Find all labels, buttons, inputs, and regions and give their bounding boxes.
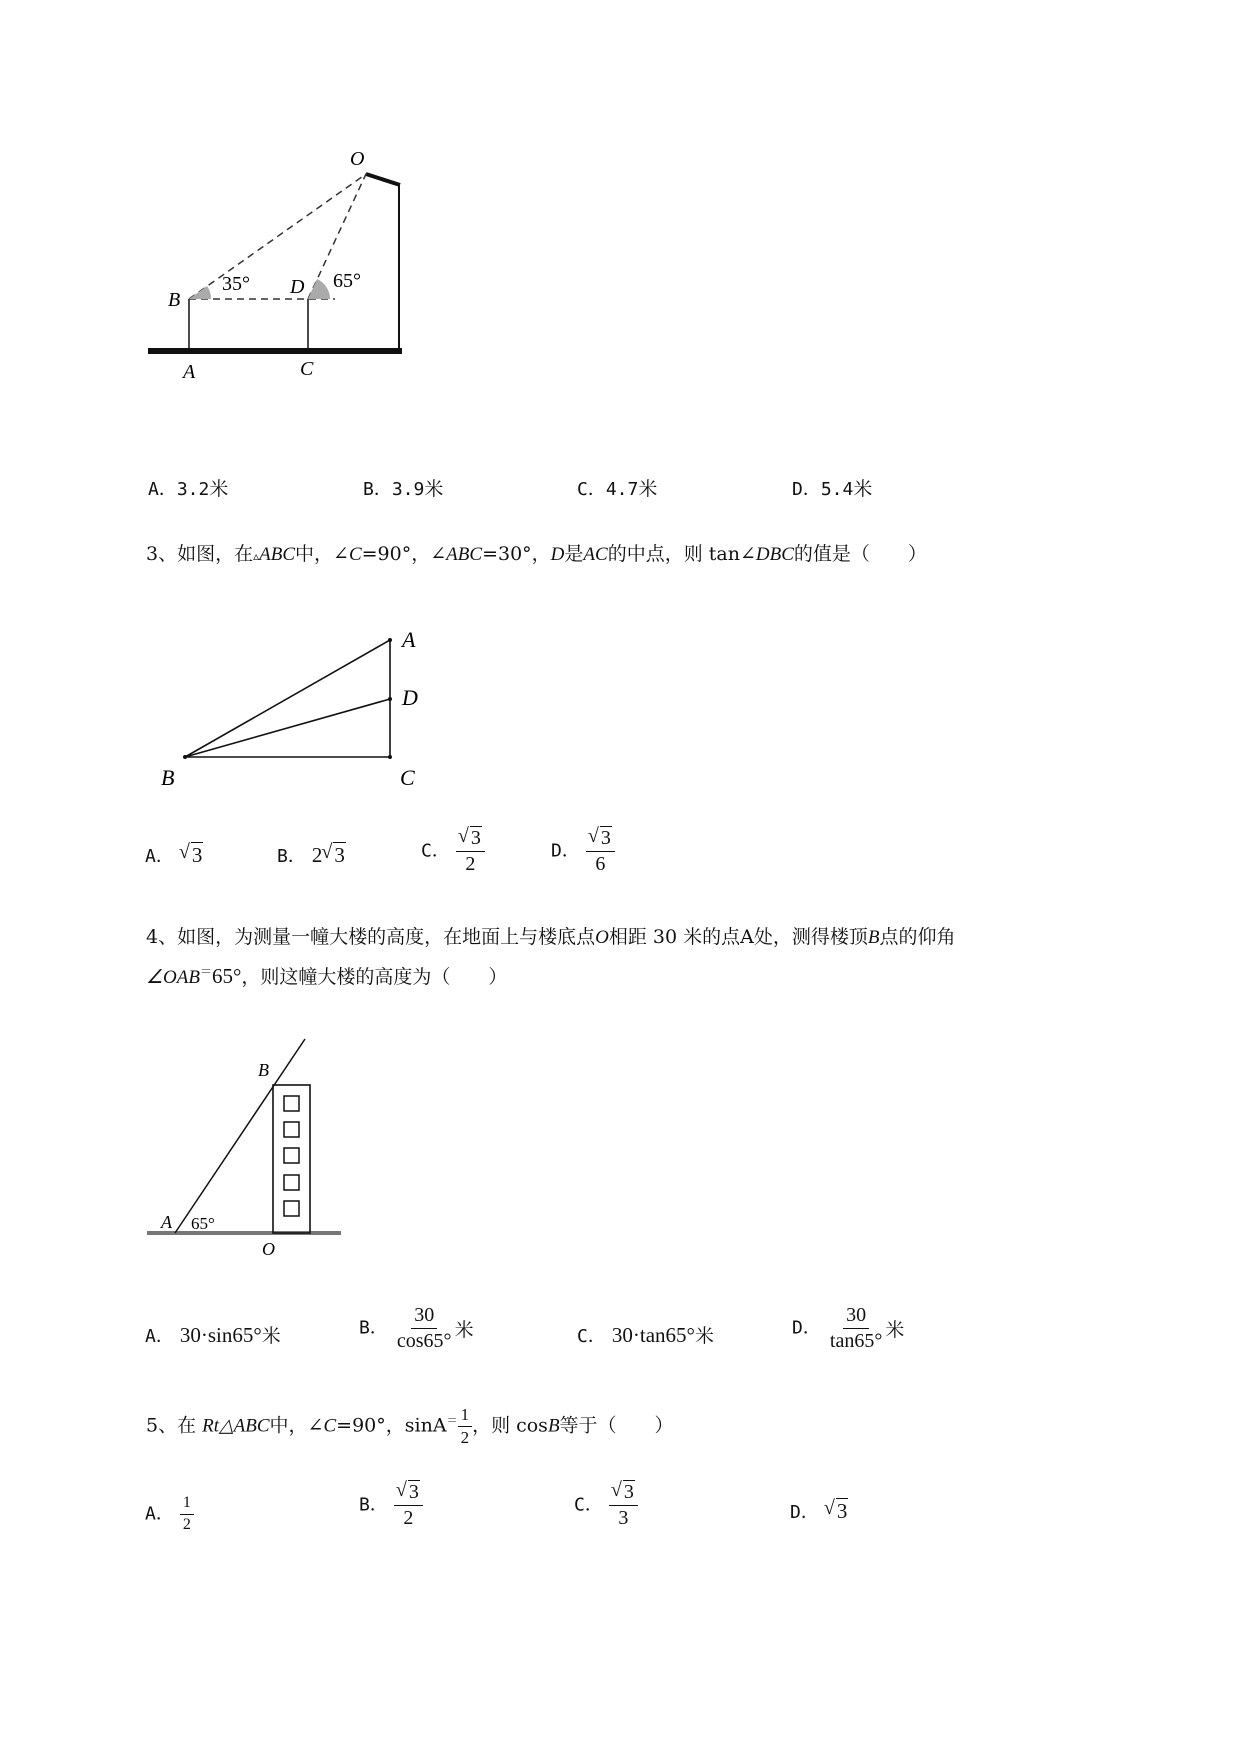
q4-option-c[interactable]: C． 30·tan65°米 bbox=[577, 1323, 714, 1347]
label-o: O bbox=[262, 1239, 275, 1259]
label-o: O bbox=[350, 150, 365, 170]
q2-option-a[interactable]: A．3.2米 bbox=[148, 478, 229, 500]
q4-stem-line1: 4、如图，为测量一幢大楼的高度，在地面上与楼底点O相距 30 米的点A处，测得楼顶B点的仰角 bbox=[146, 926, 956, 948]
q5-option-a[interactable]: A． $\frac{1}{2}$ bbox=[145, 1495, 194, 1534]
q3-stem: 3、如图，在▵ABC中，∠C=90°，∠ABC=30°，D是AC的中点，则 tan∠DBC的值是（ ） bbox=[146, 543, 927, 565]
angle-65-label: 65° bbox=[333, 270, 361, 292]
label-d: D bbox=[290, 276, 305, 298]
label-d: D bbox=[402, 685, 418, 710]
q5-option-b[interactable]: B． √ $\frac{3}{2}$ bbox=[359, 1482, 423, 1529]
label-a: A bbox=[183, 361, 196, 383]
label-c: C bbox=[300, 358, 314, 380]
q5-stem: 5、在 Rt△ABC中，∠C=90°，sinA＝ $\frac{1}{2}$ ，则 cosB等于（ ） bbox=[146, 1405, 674, 1447]
label-a: A bbox=[402, 627, 416, 652]
q4-option-d[interactable]: D． $\frac{30}{\tan 65^\circ}$ 米 bbox=[792, 1304, 905, 1352]
q2-option-b[interactable]: B．3.9米 bbox=[363, 478, 444, 500]
q5-option-d[interactable]: D． √ 3 bbox=[790, 1498, 848, 1524]
q3-option-a[interactable]: A． √ 3 bbox=[145, 842, 203, 868]
q3-option-b[interactable]: B． 2√ 3 bbox=[277, 842, 346, 868]
q4-option-a[interactable]: A． 30·sin65°米 bbox=[145, 1323, 281, 1347]
q3-option-c[interactable]: C． √ $\frac{3}{2}$ bbox=[421, 828, 485, 875]
label-c: C bbox=[400, 765, 415, 790]
q2-option-d[interactable]: D．5.4米 bbox=[792, 478, 873, 500]
angle-65-label: 65° bbox=[191, 1214, 215, 1233]
q4-option-b[interactable]: B． $\frac{30}{\cos 65^\circ}$ 米 bbox=[359, 1304, 474, 1352]
q4-stem-line2: ∠OAB＝65°，则这幢大楼的高度为（ ） bbox=[146, 964, 508, 988]
figure-q3-triangle bbox=[150, 620, 440, 795]
label-b: B bbox=[258, 1060, 269, 1080]
q5-option-c[interactable]: C． √ $\frac{3}{3}$ bbox=[574, 1482, 638, 1529]
label-b: B bbox=[168, 289, 181, 311]
q2-option-c[interactable]: C．4.7米 bbox=[577, 478, 658, 500]
label-b: B bbox=[161, 765, 175, 790]
figure-q4-building bbox=[145, 1035, 355, 1270]
angle-35-label: 35° bbox=[222, 273, 250, 295]
figure-q2-diagram bbox=[140, 150, 470, 430]
q3-option-d[interactable]: D． √ $\frac{3}{6}$ bbox=[551, 828, 615, 875]
label-a: A bbox=[161, 1212, 172, 1232]
